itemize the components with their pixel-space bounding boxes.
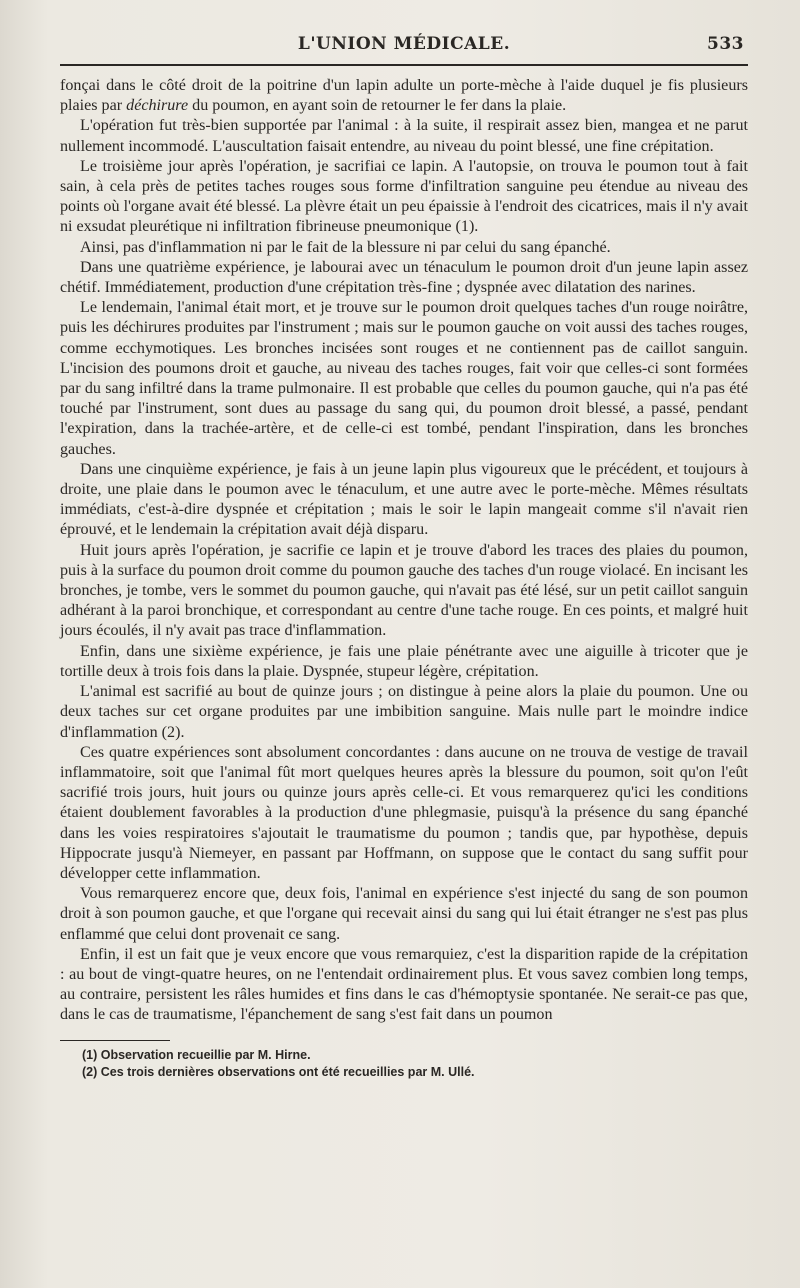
footnote: (1) Observation recueillie par M. Hirne. [82, 1047, 311, 1062]
paragraph: Ainsi, pas d'inflammation ni par le fait de la blessure ni par celui du sang épanché. [80, 238, 611, 256]
paragraph-text: fonçai dans le côté droit de la poitrine d'un lapin adulte un porte-mèche à l'aide duquel je fis plusieurs plaies par [60, 77, 748, 115]
page-number: 533 [707, 34, 744, 54]
paragraph: Dans une cinquième expérience, je fais à un jeune lapin plus vigoureux que le précédent, et toujours à droite, une plaie dans le poumon avec le ténaculum, et une autre avec le porte-mèche. Mêmes résultats immédiats, c'est-à-dire dyspnée et crépitation ; mais le soir le lapin mangeait comme s'il n'avait rien éprouvé, et le lendemain la crépitation avait déjà disparu. [60, 460, 748, 539]
footnote: (2) Ces trois dernières observations ont été recueillies par M. Ullé. [82, 1064, 475, 1079]
paragraph: L'opération fut très-bien supportée par l'animal : à la suite, il respirait assez bien, mangea et ne parut nullement incommodé. L'auscultation faisait entendre, au niveau du point blessé, une fine crépitation. [60, 117, 748, 155]
paragraph: L'animal est sacrifié au bout de quinze jours ; on distingue à peine alors la plaie du poumon. Une ou deux taches sur cet organe produites par une imbibition sanguine. Mais nulle part le moindre indice d'inflammation (2). [60, 683, 748, 741]
paragraph [60, 76, 748, 116]
paragraph: Ces quatre expériences sont absolument concordantes : dans aucune on ne trouva de vestige de travail inflammatoire, soit que l'animal fût mort quelques heures après la blessure du poumon, soit qu'on l'eût sacrifié trois jours, huit jours ou quinze jours après celle-ci. Et vous remarquerez qu'ici les conditions étaient doublement favorables à la production d'une phlegmasie, puisqu'à la présence du sang épanché dans les voies respiratoires s'ajoutait le traumatisme du poumon ; tandis que, par hypothèse, depuis Hippocrate jusqu'à Niemeyer, en passant par Hoffmann, on suppose que le contact du sang suffit pour développer cette inflammation. [60, 743, 748, 882]
article-body [60, 76, 748, 1026]
header-rule [60, 64, 748, 66]
paragraph: Enfin, il est un fait que je veux encore que vous remarquiez, c'est la disparition rapide de la crépitation : au bout de vingt-quatre heures, on ne l'entendait ordinairement plus. Et vous savez combien long temps, au contraire, persistent les râles humides et fins dans le cas d'hémoptysie spontanée. Ne serait-ce pas que, dans le cas de traumatisme, l'épanchement de sang s'est fait dans un poumon [60, 945, 748, 1024]
paragraph: Enfin, dans une sixième expérience, je fais une plaie pénétrante avec une aiguille à tricoter que je tortille deux à trois fois dans la plaie. Dyspnée, stupeur légère, crépitation. [60, 642, 748, 680]
paragraph: Vous remarquerez encore que, deux fois, l'animal en expérience s'est injecté du sang de son poumon droit à son poumon gauche, et que l'organe qui recevait ainsi du sang qui lui était étranger ne s'est pas plus enflammé que celui dont provenait ce sang. [60, 885, 748, 943]
footnote-rule [60, 1040, 170, 1041]
paragraph: Le lendemain, l'animal était mort, et je trouve sur le poumon droit quelques taches d'un rouge noirâtre, puis les déchirures produites par l'instrument ; mais sur le poumon gauche on voit aussi des taches rouges, comme ecchymotiques. Les bronches incisées sont rouges et ne contiennent pas de caillot sanguin. L'incision des poumons droit et gauche, au niveau des taches rouges, fait voir que celles-ci sont formées par du sang infiltré dans la trame pulmonaire. Il est probable que celles du poumon gauche, qui n'a pas été touché par l'instrument, sont dues au passage du sang qui, du poumon droit blessé, a passé, pendant l'expiration, dans la trachée-artère, et de celle-ci est tombé, pendant l'inspiration, dans les bronches gauches. [60, 299, 748, 458]
paragraph: Huit jours après l'opération, je sacrifie ce lapin et je trouve d'abord les traces des plaies du poumon, puis à la surface du poumon droit comme du poumon gauche des taches d'un rouge violacé. En incisant les bronches, je tombe, vers le sommet du poumon gauche, qui n'avait pas été lésé, sur un petit caillot sanguin adhérant à la paroi bronchique, et correspondant au centre d'une tache rouge. En ces points, et malgré huit jours écoulés, il n'y avait pas trace d'inflammation. [60, 541, 748, 640]
page-header [60, 30, 748, 64]
footnotes [60, 1047, 748, 1081]
paragraph: Le troisième jour après l'opération, je sacrifiai ce lapin. A l'autopsie, on trouva le poumon tout à fait sain, à cela près de petites taches rouges sous forme d'infiltration sanguine peu étendue au niveau des points où l'organe avait été blessé. La plèvre était un peu épaissie à l'endroit des cicatrices, mais il n'y avait ni exsudat pleurétique ni infiltration fibrineuse pneumonique (1). [60, 157, 748, 236]
emphasis-text: déchirure [126, 97, 189, 115]
paragraph-text: du poumon, en ayant soin de retourner le fer dans la plaie. [188, 97, 567, 115]
paragraph: Dans une quatrième expérience, je labourai avec un ténaculum le poumon droit d'un jeune lapin assez chétif. Immédiatement, production d'une crépitation très-fine ; dyspnée avec dilatation des narines. [60, 258, 748, 297]
journal-title: L'UNION MÉDICALE. [297, 34, 511, 54]
